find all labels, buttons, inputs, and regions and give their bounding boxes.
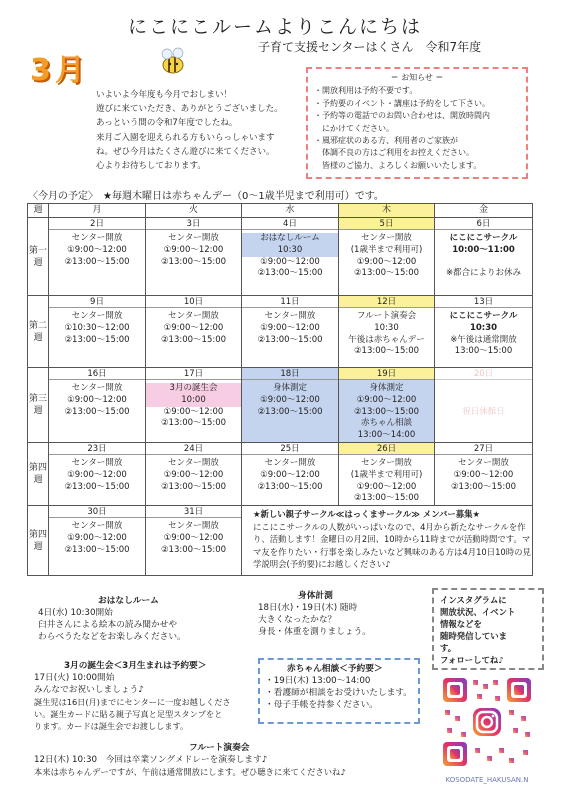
week-label: 第一週 bbox=[28, 218, 49, 296]
week-row bbox=[28, 218, 533, 296]
day-line: ①9:00～12:00 bbox=[260, 256, 320, 267]
day-line: 身体測定 bbox=[369, 383, 404, 393]
day-line: ②13:00～15:00 bbox=[257, 268, 323, 279]
day-line: ①10:30～12:00 bbox=[64, 322, 130, 333]
week-row bbox=[28, 442, 533, 505]
day-cell bbox=[435, 218, 533, 296]
day-line: センター開放 bbox=[168, 233, 219, 243]
day-line: ②13:00～15:00 bbox=[353, 268, 420, 279]
day-cell bbox=[49, 368, 146, 443]
day-date: 16日 bbox=[49, 368, 145, 380]
day-cell bbox=[146, 368, 242, 443]
day-line: (1歳半まで利用可) bbox=[350, 244, 423, 255]
consult-line: ・19日(木) 13:00～14:00 bbox=[265, 676, 371, 686]
day-line: ②13:00～15:00 bbox=[450, 481, 517, 492]
day-line: ②13:00～15:00 bbox=[160, 481, 227, 492]
measurement-event bbox=[258, 590, 426, 638]
notice-line: 体調不良の方はご利用をお控えください。 bbox=[314, 148, 474, 158]
day-line: ②13:00～15:00 bbox=[160, 418, 227, 429]
day-line: ②13:00～15:00 bbox=[257, 481, 323, 492]
day-date: 9日 bbox=[49, 296, 145, 308]
day-line: にこにこサークル bbox=[449, 311, 518, 321]
notice-line: ・開放利用は予約不要です。 bbox=[314, 86, 418, 96]
day-cell bbox=[339, 218, 435, 296]
day-line: 13:00～15:00 bbox=[454, 346, 513, 357]
insta-line: 随時発信していま bbox=[440, 631, 507, 641]
instagram-handle: KOSODATE_HAKUSAN.N bbox=[445, 776, 529, 784]
day-date: 30日 bbox=[49, 506, 145, 518]
day-line: センター開放 bbox=[71, 311, 123, 321]
day-date: 12日 bbox=[339, 296, 434, 308]
day-cell bbox=[146, 218, 242, 296]
day-cell bbox=[242, 442, 339, 505]
day-cell bbox=[49, 442, 146, 505]
weekday-header: 水 bbox=[242, 204, 339, 218]
week-label: 第四週 bbox=[28, 506, 49, 576]
ohanashi-line: 臼井さんによる絵本の読み聞かせや bbox=[38, 620, 177, 630]
day-cell bbox=[49, 506, 146, 576]
day-date: 20日 bbox=[435, 368, 532, 380]
day-date: 27日 bbox=[435, 443, 532, 455]
day-line: センター開放 bbox=[361, 233, 412, 243]
day-cell bbox=[435, 442, 533, 505]
weekday-header: 火 bbox=[146, 204, 242, 218]
day-line: ②13:00～15:00 bbox=[64, 334, 130, 345]
day-line: ②13:00～15:00 bbox=[257, 334, 323, 345]
day-line: 10:00～11:00 bbox=[452, 244, 515, 255]
recruitment-body: にこにこサークルの人数がいっぱいなので、4月から新たなサークルを作り、活動します！金曜日の月2回、10時から11時までが活動時間です。ママ友を作りたい・行事を楽しみたいなど興味のある方は4月10日10時の見学説明会(予約要)にお越しください♪ bbox=[253, 521, 531, 570]
day-line: センター開放 bbox=[168, 457, 219, 468]
day-date: 5日 bbox=[339, 218, 434, 230]
day-line: ①9:00～12:00 bbox=[163, 322, 224, 333]
insta-line: す。 bbox=[440, 643, 457, 653]
day-line: ①9:00～12:00 bbox=[67, 244, 127, 255]
day-line bbox=[435, 257, 532, 269]
day-line: ②13:00～15:00 bbox=[64, 481, 130, 492]
day-line: センター開放 bbox=[264, 457, 316, 468]
birthday-line: ります。カードは誕生会でお渡しします。 bbox=[34, 721, 189, 731]
day-line: (1歳半まで利用可) bbox=[350, 469, 423, 480]
day-cell bbox=[339, 442, 435, 505]
week-label: 第二週 bbox=[28, 296, 49, 368]
birthday-line: 17日(火) 10:00開始 bbox=[34, 673, 115, 683]
day-line: 午後は赤ちゃんデー bbox=[348, 334, 425, 345]
greeting-line: 心よりお待ちしております。 bbox=[96, 161, 206, 172]
day-line: センター開放 bbox=[71, 457, 123, 468]
greeting-line: 遊びに来ていただき、ありがとうございました。 bbox=[96, 104, 283, 115]
day-line: センター開放 bbox=[168, 521, 219, 532]
notice-title: ＝ お知らせ ＝ bbox=[390, 73, 444, 82]
day-line: センター開放 bbox=[71, 233, 123, 243]
day-line: おはなしルーム bbox=[242, 233, 338, 245]
day-date: 13日 bbox=[435, 296, 532, 308]
notice-box bbox=[306, 67, 528, 179]
ohanashi-title: おはなしルーム bbox=[98, 596, 159, 606]
day-date: 26日 bbox=[339, 443, 434, 455]
ohanashi-event bbox=[38, 595, 248, 643]
day-line: ②13:00～15:00 bbox=[353, 346, 420, 357]
day-line: センター開放 bbox=[71, 383, 123, 393]
day-date: 23日 bbox=[49, 443, 145, 455]
day-line bbox=[435, 383, 532, 395]
flute-line: 12日(木) 10:30 今回は卒業ソングメドレーを演奏します♪ bbox=[34, 755, 268, 765]
day-line: ①9:00～12:00 bbox=[356, 256, 417, 267]
day-line: ①9:00～12:00 bbox=[453, 469, 514, 480]
month-heading: 3月 bbox=[30, 53, 89, 88]
notice-line: ・予約等の電話でのお問い合わせは、開放時間内 bbox=[314, 111, 490, 121]
day-line: ①9:00～12:00 bbox=[163, 406, 224, 417]
day-line: ②13:00～15:00 bbox=[160, 256, 227, 267]
day-cell bbox=[242, 368, 339, 443]
week-column-header: 週 bbox=[28, 204, 49, 218]
week-label: 第三週 bbox=[28, 368, 49, 443]
notice-line: にかけてください。 bbox=[314, 123, 394, 133]
day-line: 10:30 bbox=[469, 322, 498, 333]
day-date: 24日 bbox=[146, 443, 241, 455]
insta-line: 開放状況、イベント bbox=[440, 607, 516, 617]
greeting-line: あっという間の令和7年度でしたね。 bbox=[96, 118, 238, 129]
day-line: センター開放 bbox=[264, 311, 316, 321]
greeting-message bbox=[96, 88, 306, 173]
notice-line: ・風邪症状のある方、利用者のご家族が bbox=[314, 136, 458, 146]
greeting-line: ね。ぜひ今月はたくさん遊びに来てください。 bbox=[96, 146, 275, 157]
birthday-line: 誕生児は16日(月)までにセンターに一度お越しくださ bbox=[34, 697, 231, 707]
recruitment-title: ★新しい親子サークル≪はっくまサークル≫ メンバー募集★ bbox=[253, 509, 480, 519]
day-line: ②13:00～15:00 bbox=[160, 544, 227, 555]
week-row bbox=[28, 296, 533, 368]
greeting-line: いよいよ今年度も今月でおしまい！ bbox=[96, 90, 233, 100]
instagram-notice bbox=[432, 588, 544, 670]
day-line: ①9:00～12:00 bbox=[260, 469, 320, 480]
insta-line: インスタグラムに bbox=[440, 595, 507, 605]
greeting-line: 来月ご入園を迎えられる方もいらっしゃいます bbox=[96, 132, 275, 143]
insta-line: 情報などを bbox=[440, 619, 482, 629]
day-date: 19日 bbox=[339, 368, 434, 380]
day-line: ①9:00～12:00 bbox=[163, 469, 224, 480]
day-line: ※午後は通常開放 bbox=[450, 334, 517, 345]
day-date: 3日 bbox=[146, 218, 241, 230]
day-line: 祝日休館日 bbox=[462, 406, 505, 417]
day-line: 10:30 bbox=[374, 322, 399, 333]
day-line: ①9:00～12:00 bbox=[260, 322, 320, 333]
day-date: 11日 bbox=[242, 296, 338, 308]
day-cell bbox=[339, 368, 435, 443]
day-line: ②13:00～15:00 bbox=[353, 406, 420, 417]
day-date: 10日 bbox=[146, 296, 241, 308]
birthday-line: みんなでお祝いしましょう♪ bbox=[34, 685, 144, 695]
day-cell bbox=[146, 506, 242, 576]
day-date: 6日 bbox=[435, 218, 532, 230]
day-line: ①9:00～12:00 bbox=[67, 469, 127, 480]
day-line: ②13:00～15:00 bbox=[160, 334, 227, 345]
day-cell bbox=[49, 218, 146, 296]
day-cell bbox=[435, 368, 533, 443]
day-line: 10:30 bbox=[242, 245, 338, 257]
day-cell bbox=[146, 296, 242, 368]
day-line: ①9:00～12:00 bbox=[356, 394, 417, 405]
consult-line: ・母子手帳を持参ください。 bbox=[265, 700, 378, 710]
day-line: ①9:00～12:00 bbox=[163, 532, 224, 543]
page-title: にこにこルームよりこんにちは bbox=[128, 16, 423, 38]
measure-line: 18日(水)・19日(木) 随時 bbox=[258, 603, 358, 613]
day-line: ①9:00～12:00 bbox=[260, 394, 320, 405]
flute-line: 本来は赤ちゃんデーですが、午前は通常開放にします。ぜひ聴きに来てくださいね♪ bbox=[34, 767, 346, 777]
measure-line: 身長・体重を測りましょう。 bbox=[258, 627, 371, 637]
day-cell bbox=[242, 296, 339, 368]
day-line: ①9:00～12:00 bbox=[163, 244, 224, 255]
consult-line: ・看護師が相談をお受けいたします。 bbox=[265, 688, 412, 698]
day-line: 13:00～14:00 bbox=[357, 430, 416, 441]
day-cell bbox=[242, 218, 339, 296]
weekday-header: 月 bbox=[49, 204, 146, 218]
day-line: ※都合によりお休み bbox=[445, 268, 522, 279]
day-date: 17日 bbox=[146, 368, 241, 380]
day-line: ①9:00～12:00 bbox=[356, 481, 417, 492]
week-row bbox=[28, 368, 533, 443]
baby-consultation-box bbox=[258, 658, 420, 724]
weekday-header: 金 bbox=[435, 204, 533, 218]
weekday-header: 木 bbox=[339, 204, 435, 218]
day-date: 18日 bbox=[242, 368, 338, 380]
day-line: ①9:00～12:00 bbox=[67, 532, 127, 543]
measure-title: 身体計測 bbox=[298, 591, 333, 601]
center-subtitle: 子育て支援センターはくさん 令和7年度 bbox=[258, 40, 482, 54]
ohanashi-line: 4日(水) 10:30開始 bbox=[38, 608, 113, 618]
day-date: 4日 bbox=[242, 218, 338, 230]
day-cell bbox=[339, 296, 435, 368]
birthday-event bbox=[34, 660, 256, 732]
day-line: センター開放 bbox=[71, 521, 123, 532]
day-cell bbox=[146, 442, 242, 505]
notice-line: 皆様のご協力、よろしくお願いいたします。 bbox=[314, 160, 482, 170]
day-line: センター開放 bbox=[458, 457, 509, 468]
notice-line: ・予約要のイベント・講座は予約をして下さい。 bbox=[314, 98, 490, 108]
week-label: 第四週 bbox=[28, 442, 49, 505]
birthday-line: い。誕生カードに貼る親子写真と足型スタンプをと bbox=[34, 709, 223, 719]
consult-title: 赤ちゃん相談＜予約要＞ bbox=[287, 664, 383, 674]
bee-icon bbox=[158, 47, 188, 77]
day-line: 3月の誕生会 bbox=[146, 383, 241, 395]
insta-line: フォローしてね♪ bbox=[440, 655, 504, 665]
circle-recruitment bbox=[249, 506, 542, 573]
day-line bbox=[435, 395, 532, 407]
schedule-heading: 〈今月の予定〉 ★毎週木曜日は赤ちゃんデー（0～1歳半児まで利用可）です。 bbox=[28, 191, 384, 202]
day-line: ②13:00～15:00 bbox=[353, 493, 420, 504]
day-date: 31日 bbox=[146, 506, 241, 518]
day-line: にこにこサークル bbox=[449, 233, 518, 243]
day-line: ①9:00～12:00 bbox=[67, 394, 127, 405]
flute-title: フルート演奏会 bbox=[189, 743, 250, 753]
day-date: 25日 bbox=[242, 443, 338, 455]
instagram-qr-code[interactable] bbox=[437, 672, 537, 772]
day-cell bbox=[435, 296, 533, 368]
day-line: 赤ちゃん相談 bbox=[360, 418, 412, 429]
day-line: センター開放 bbox=[168, 311, 219, 321]
day-line: 10:00 bbox=[146, 395, 241, 407]
day-line: フルート演奏会 bbox=[356, 311, 417, 321]
flute-concert-event bbox=[34, 742, 429, 778]
day-line: ②13:00～15:00 bbox=[64, 256, 130, 267]
day-line: 身体測定 bbox=[272, 383, 307, 393]
measure-line: 大きくなったかな？ bbox=[258, 615, 337, 625]
day-line: ②13:00～15:00 bbox=[64, 544, 130, 555]
day-cell bbox=[49, 296, 146, 368]
day-line: ②13:00～15:00 bbox=[257, 406, 323, 417]
day-date: 2日 bbox=[49, 218, 145, 230]
day-line: センター開放 bbox=[361, 457, 412, 468]
birthday-title: 3月の誕生会＜3月生まれは予約要＞ bbox=[64, 661, 207, 671]
ohanashi-line: わらべうたなどをお楽しみください。 bbox=[38, 632, 186, 642]
day-line: ②13:00～15:00 bbox=[64, 406, 130, 417]
